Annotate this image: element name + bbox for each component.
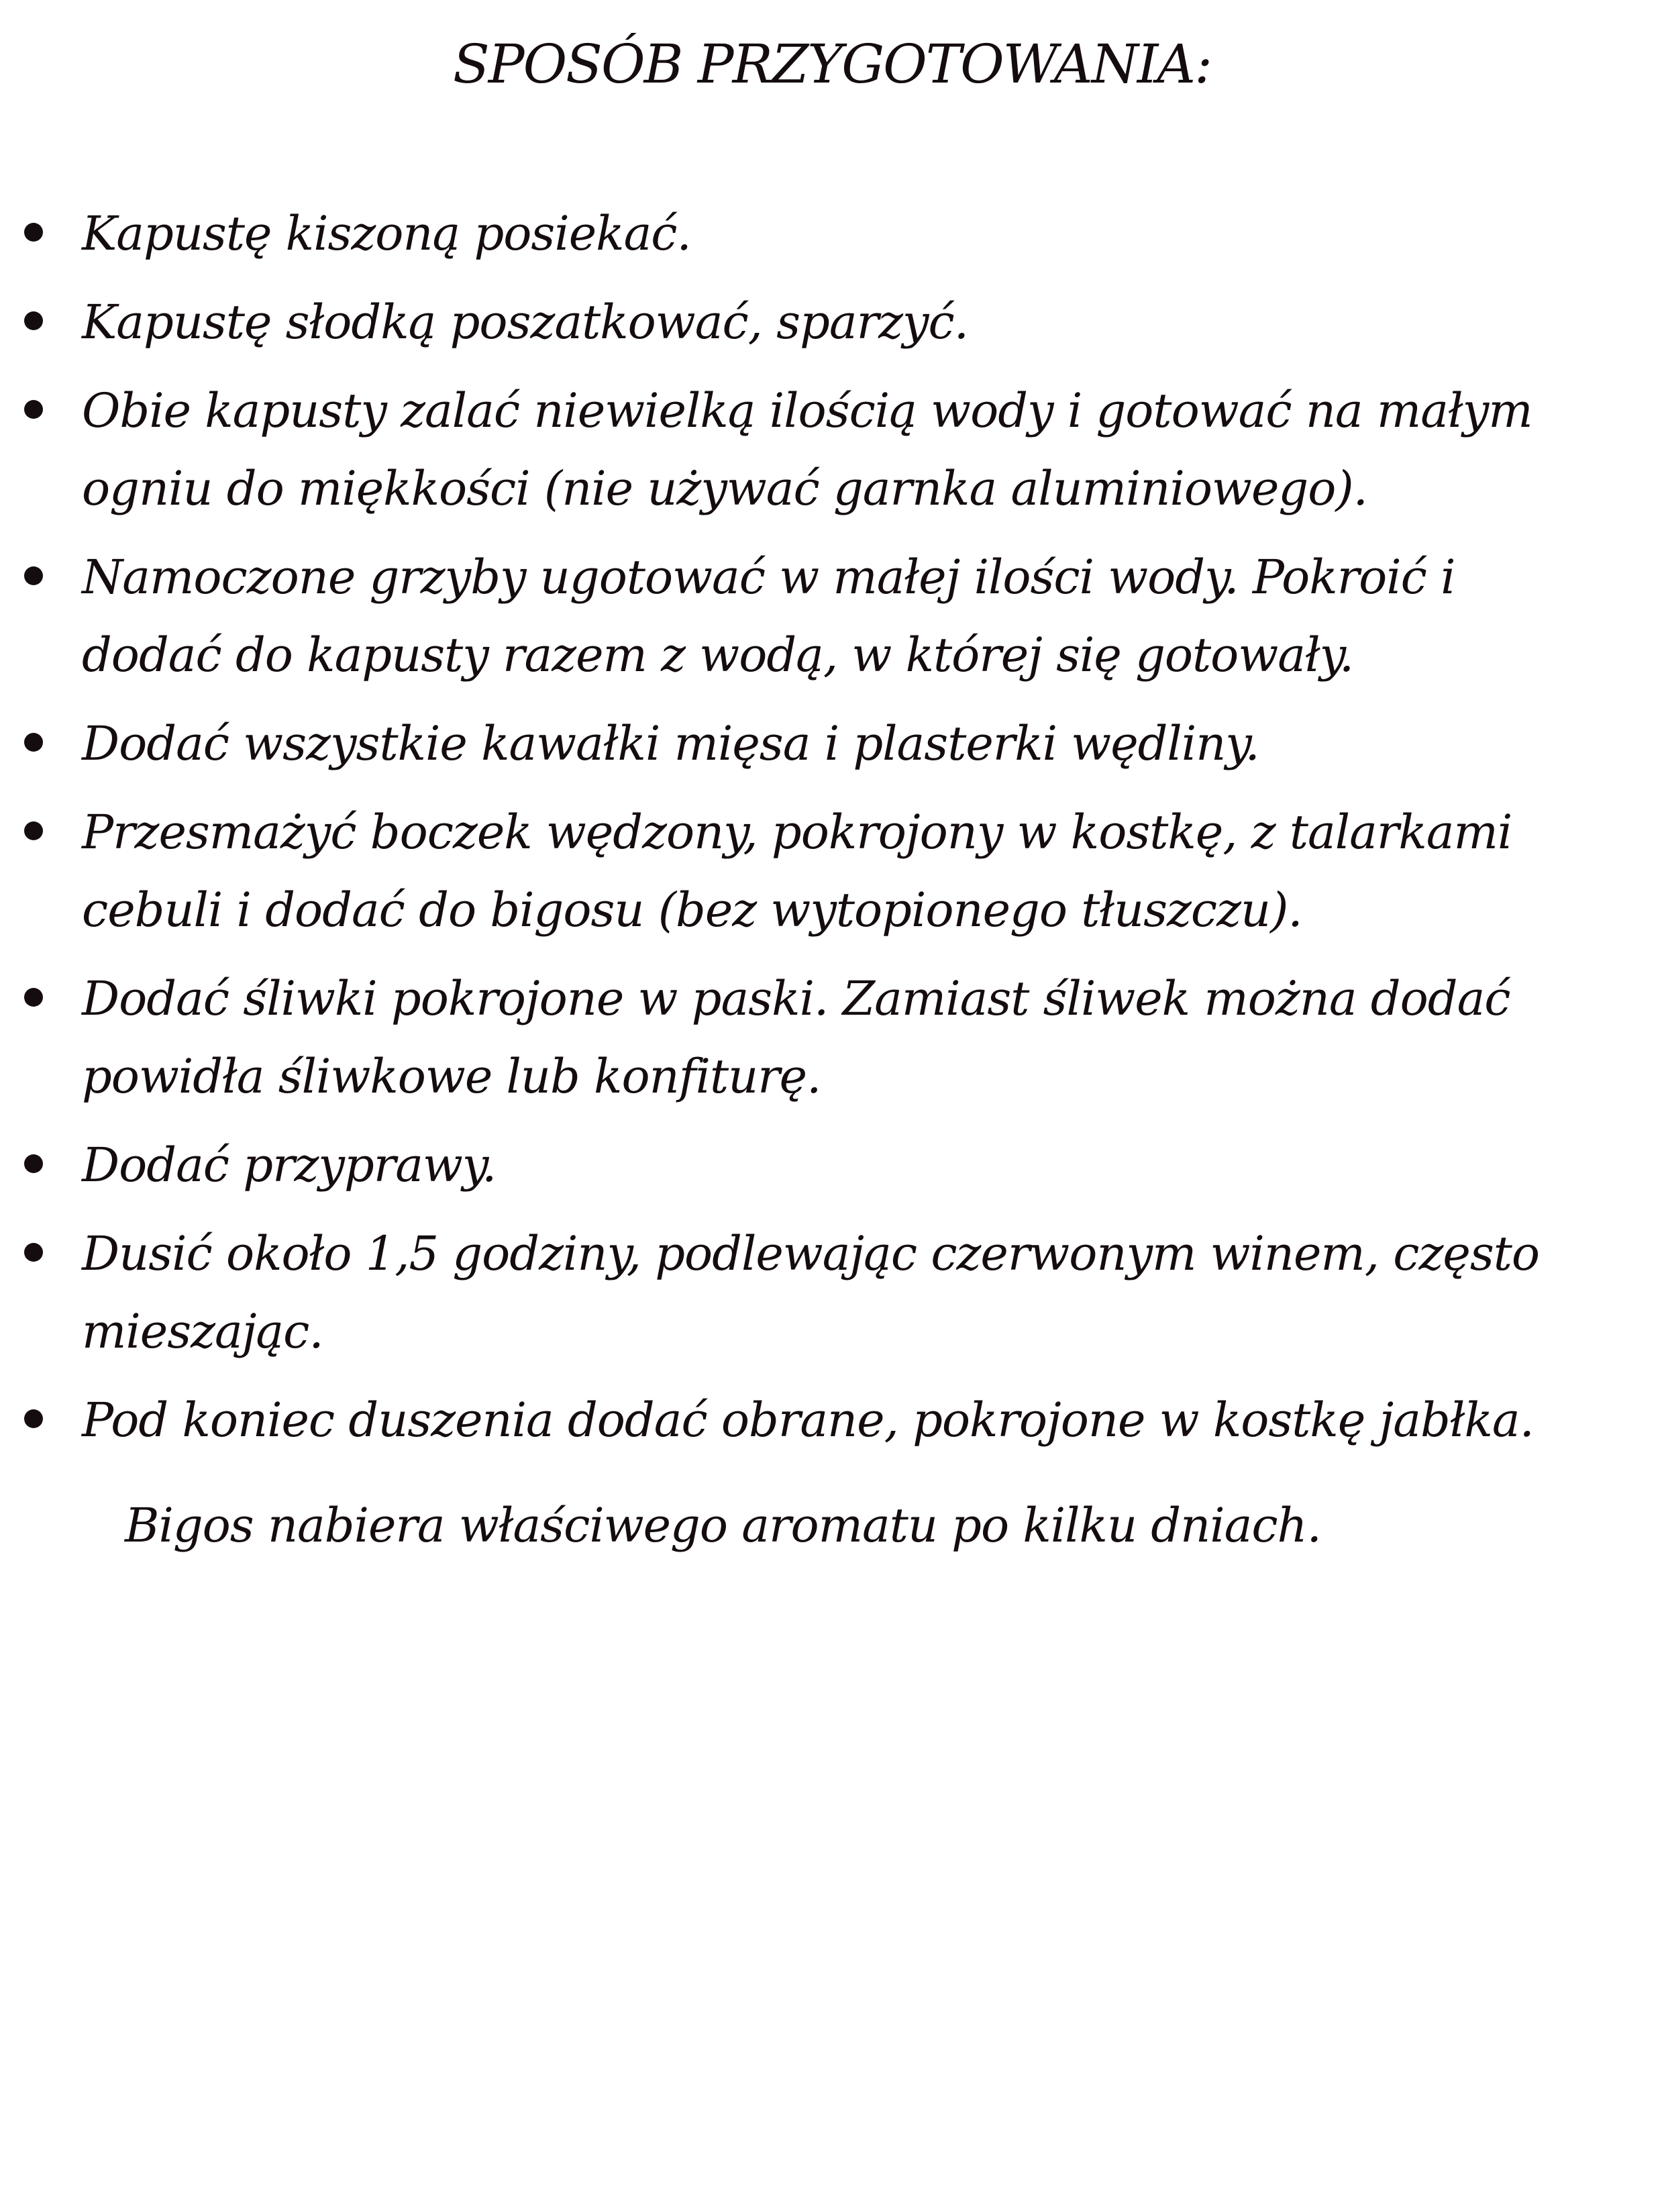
- step-text: Dodać wszystkie kawałki mięsa i plasterki wędliny.: [82, 716, 1259, 771]
- step-text: Dodać śliwki pokrojone w paski. Zamiast śliwek można dodać powidła śliwkowe lub konfiturę.: [82, 971, 1510, 1104]
- step-text: Dodać przyprawy.: [82, 1138, 497, 1193]
- bullet-icon: [24, 400, 43, 419]
- bullet-icon: [24, 1409, 43, 1428]
- page-title: SPOSÓB PRZYGOTOWANIA:: [452, 33, 1212, 95]
- step-text: Namoczone grzyby ugotować w małej ilości wody. Pokroić i dodać do kapusty razem z wodą, w której się gotowały.: [82, 550, 1455, 683]
- bullet-icon: [24, 988, 43, 1007]
- list-item: [0, 372, 1664, 527]
- list-item: [0, 283, 1664, 361]
- step-text: Dusić około 1,5 godziny, podlewając czerwonym winem, często mieszając.: [82, 1226, 1540, 1359]
- bullet-icon: [24, 566, 43, 585]
- list-item: [0, 793, 1664, 949]
- step-text: Obie kapusty zalać niewielką ilością wody i gotować na małym ogniu do miękkości (nie używać garnka aluminiowego).: [82, 383, 1532, 516]
- list-item: [0, 705, 1664, 783]
- bullet-icon: [24, 1154, 43, 1173]
- list-item: [0, 960, 1664, 1115]
- list-item: [0, 195, 1664, 272]
- bullet-icon: [24, 223, 43, 242]
- list-item: [0, 1215, 1664, 1370]
- bullet-icon: [24, 821, 43, 840]
- bullet-icon: [24, 311, 43, 330]
- preparation-steps-list: [0, 195, 1664, 1470]
- bullet-icon: [24, 733, 43, 752]
- list-item: [0, 538, 1664, 694]
- step-text: Kapustę kiszoną posiekać.: [82, 206, 691, 261]
- step-text: Przesmażyć boczek wędzony, pokrojony w kostkę, z talarkami cebuli i dodać do bigosu (bez wytopionego tłuszczu).: [82, 805, 1512, 938]
- list-item: [0, 1126, 1664, 1204]
- step-text: Pod koniec duszenia dodać obrane, pokrojone w kostkę jabłka.: [82, 1393, 1534, 1448]
- list-item: [0, 1381, 1664, 1459]
- bullet-icon: [24, 1243, 43, 1262]
- step-text: Kapustę słodką poszatkować, sparzyć.: [82, 295, 968, 350]
- serving-note: Bigos nabiera właściwego aromatu po kilku dniach.: [125, 1498, 1321, 1553]
